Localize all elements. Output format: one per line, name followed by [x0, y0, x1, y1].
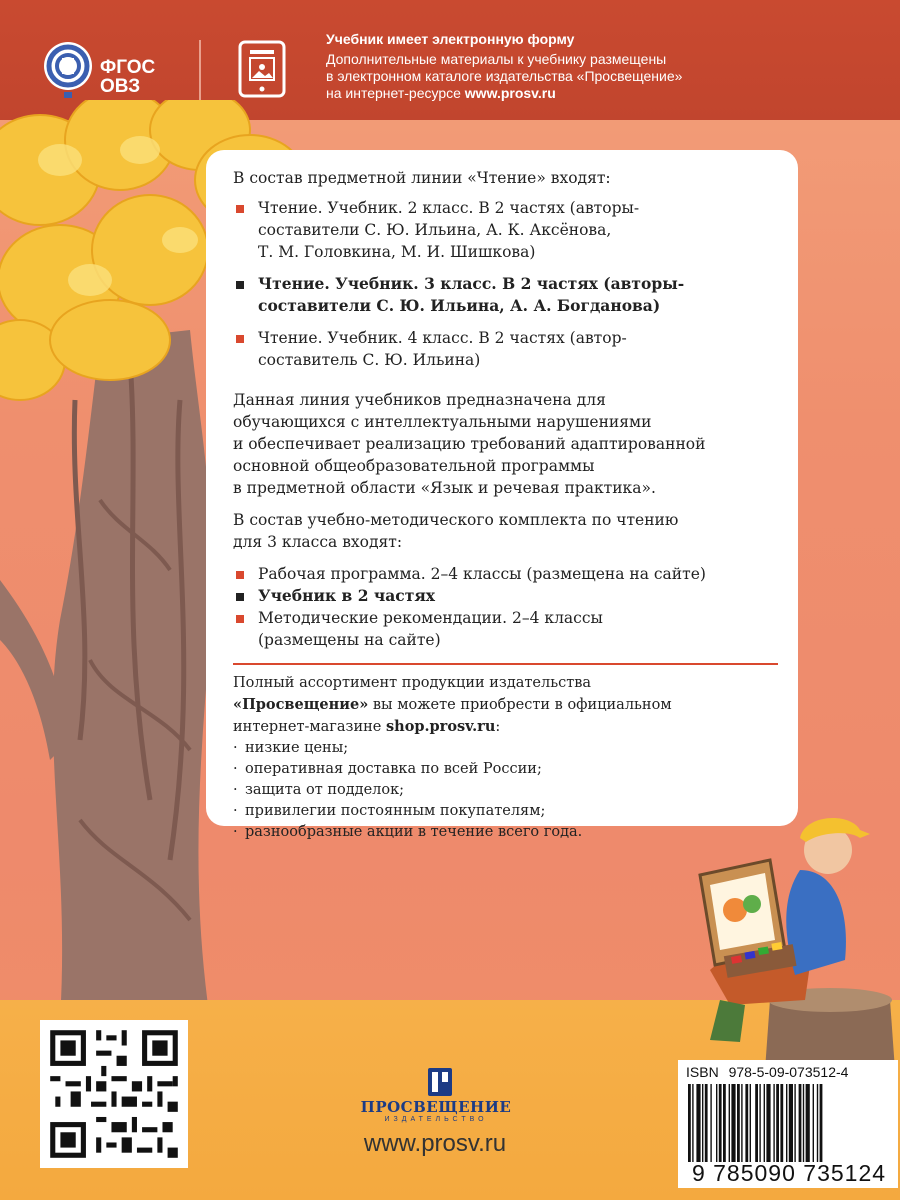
- content-card: [206, 150, 798, 840]
- kit-text-line: Учебник в 2 частях: [258, 586, 436, 605]
- benefit-item: · разнообразные акции в течение всего года.: [233, 822, 778, 843]
- book-text-line: Чтение. Учебник. 3 класс. В 2 частях (авторы-: [258, 274, 685, 293]
- publisher-name-inline: «Просвещение»: [233, 696, 369, 713]
- series-description: [233, 389, 778, 499]
- logo-line-1: ФГОС: [100, 57, 156, 78]
- list-bullet: [236, 615, 244, 623]
- info-url-link[interactable]: www.prosv.ru: [464, 85, 556, 101]
- header-divider: [199, 40, 201, 100]
- card-content: [233, 167, 778, 843]
- info-line-2: в электронном каталоге издательства «Просвещение»: [326, 68, 683, 84]
- info-title: Учебник имеет электронную форму: [326, 31, 575, 47]
- kit-text-line: Методические рекомендации. 2–4 классы: [258, 609, 603, 627]
- kit-text-line: Рабочая программа. 2–4 классы (размещена на сайте): [258, 565, 706, 583]
- info-line-3: [326, 85, 886, 102]
- book-item-grade-2: [233, 197, 778, 263]
- kit-item-program: [233, 563, 778, 585]
- publisher-name: ПРОСВЕЩЕНИЕ: [360, 1098, 512, 1116]
- kit-intro-line: для 3 класса входят:: [233, 533, 403, 551]
- kit-item-textbook: [233, 585, 778, 607]
- fgos-logo-text: [100, 58, 155, 96]
- benefit-item: · низкие цены;: [233, 738, 778, 759]
- book-text-line: составители С. Ю. Ильина, А. А. Богданова): [258, 296, 661, 315]
- book-text-line: Чтение. Учебник. 2 класс. В 2 частях (авторы-: [258, 199, 640, 217]
- kit-text-line: (размещены на сайте): [258, 631, 441, 649]
- isbn-label: ISBN 978-5-09-073512-4: [686, 1064, 849, 1080]
- kit-intro-line: В состав учебно-методического комплекта по чтению: [233, 511, 679, 529]
- barcode-icon: [686, 1084, 890, 1162]
- kit-intro: [233, 509, 778, 553]
- shop-line: Полный ассортимент продукции издательства: [233, 675, 592, 691]
- series-intro: В состав предметной линии «Чтение» входят:: [233, 169, 611, 187]
- list-bullet: [236, 571, 244, 579]
- shop-line: [233, 694, 778, 716]
- shop-line-rest: вы можете приобрести в официальном: [368, 697, 672, 713]
- description-line: и обеспечивает реализацию требований адаптированной: [233, 435, 706, 453]
- benefit-item: · привилегии постоянным покупателям;: [233, 801, 778, 822]
- boy-painting-illustration: [560, 800, 900, 1080]
- info-line-1: Дополнительные материалы к учебнику размещены: [326, 51, 667, 67]
- list-bullet: [236, 281, 244, 289]
- book-text-line: Т. М. Головкина, М. И. Шишкова): [258, 243, 536, 261]
- book-text-line: составители С. Ю. Ильина, А. К. Аксёнова,: [258, 221, 612, 239]
- info-line-3-prefix: на интернет-ресурсе: [326, 85, 465, 101]
- benefit-item: · защита от подделок;: [233, 780, 778, 801]
- kit-item-recommendations: [233, 607, 778, 651]
- description-line: обучающихся с интеллектуальными нарушениями: [233, 413, 652, 431]
- description-line: Данная линия учебников предназначена для: [233, 391, 606, 409]
- shop-line: [233, 716, 778, 738]
- book-item-grade-3: [233, 273, 778, 317]
- barcode-digits: 9 785090 735124: [691, 1160, 887, 1186]
- shop-url-link[interactable]: shop.prosv.ru: [385, 718, 496, 735]
- description-line: основной общеобразовательной программы: [233, 457, 595, 475]
- qr-code-icon[interactable]: [40, 1020, 188, 1168]
- section-divider: [233, 663, 778, 665]
- benefit-item: · оперативная доставка по всей России;: [233, 759, 778, 780]
- electronic-form-info: [326, 31, 886, 102]
- logo-line-2: ОВЗ: [100, 76, 141, 97]
- shop-line-prefix: интернет-магазине: [233, 719, 386, 735]
- publisher-subtitle: ИЗДАТЕЛЬСТВО: [384, 1116, 488, 1123]
- website-link[interactable]: www.prosv.ru: [363, 1130, 507, 1157]
- list-bullet: [236, 335, 244, 343]
- description-line: в предметной области «Язык и речевая практика».: [233, 479, 656, 497]
- list-bullet: [236, 205, 244, 213]
- isbn-barcode-box: [678, 1060, 898, 1188]
- book-text-line: составитель С. Ю. Ильина): [258, 351, 481, 369]
- tablet-icon: [238, 40, 286, 98]
- list-bullet: [236, 593, 244, 601]
- book-text-line: Чтение. Учебник. 4 класс. В 2 частях (автор-: [258, 329, 627, 347]
- shop-line-suffix: :: [495, 719, 501, 735]
- book-item-grade-4: [233, 327, 778, 371]
